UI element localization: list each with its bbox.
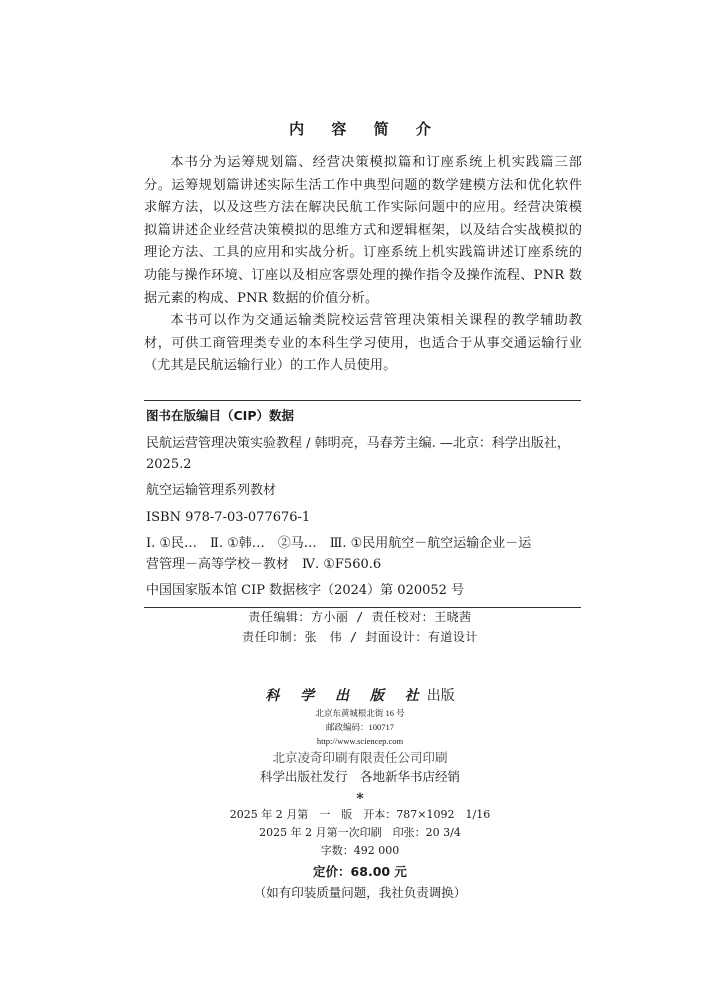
distribution-line: 科学出版社发行 各地新华书店经销 [259, 769, 460, 784]
publisher-address: 北京东黄城根北街 16 号 [315, 708, 405, 718]
publisher-name [0, 686, 720, 706]
publisher-block [0, 686, 720, 904]
printing-line: 2025 年 2 月第一次印刷 印张：20 3/4 [259, 826, 461, 839]
page-title: 内 容 简 介 [289, 120, 442, 138]
cip-year-line: 2025.2 [146, 456, 192, 472]
cip-series: 航空运输管理系列教材 [146, 483, 277, 498]
summary-paragraph-1: 本书分为运筹规划篇、经营决策模拟篇和订座系统上机实践篇三部分。运筹规划篇讲述实际生活工作中典型问题的数学建模方法和优化软件求解方法，以及这些方法在解决民航工作实际问题中的应用。经营决策模拟篇讲述企业经营决策模拟的思维方式和逻辑框架，以及结合实战模拟的理论方法、工具的应用和实战分析。订座系统上机实践篇讲述订座系统的功能与操作环境、订座以及相应客票处理的操作指令及操作流程、PNR 数据元素的构成、PNR 数据的价值分析。 [144, 155, 582, 306]
content-summary [144, 152, 582, 378]
cip-title-line: 民航运营管理决策实验教程 / 韩明亮，马春芳主编. —北京：科学出版社， [146, 436, 570, 451]
publisher-website: http://www.sciencep.com [316, 736, 404, 746]
editors-line-1: 责任编辑：方小丽 / 责任校对：王晓茜 [248, 610, 472, 624]
separator-asterisk: * [356, 791, 364, 807]
responsible-editors [0, 607, 720, 647]
cip-record-number: 中国国家版本馆 CIP 数据核字（2024）第 020052 号 [146, 583, 465, 598]
word-count: 字数：492 000 [320, 844, 400, 857]
publisher-logo-text: 科 学 出 版 社 [265, 688, 427, 704]
price: 定价：68.00 元 [313, 864, 407, 879]
cip-classification-1: Ⅰ. ①民… Ⅱ. ①韩… ②马… Ⅲ. ①民用航空－航空运输企业－运 [146, 536, 532, 551]
cip-classification-2: 营管理－高等学校－教材 Ⅳ. ①F560.6 [146, 556, 382, 572]
publisher-postcode: 邮政编码：100717 [325, 722, 394, 732]
editors-line-2: 责任印制：张 伟 / 封面设计：有道设计 [242, 630, 478, 644]
edition-line: 2025 年 2 月第 一 版 开本：787×1092 1/16 [229, 808, 491, 821]
cip-heading: 图书在版编目（CIP）数据 [146, 408, 294, 423]
publisher-name-suffix: 出版 [426, 688, 455, 704]
cip-top-rule [144, 400, 581, 401]
printer-line: 北京凌奇印刷有限责任公司印刷 [272, 750, 448, 765]
cip-block [144, 400, 581, 608]
quality-notice: （如有印装质量问题，我社负责调换） [253, 885, 467, 900]
cip-isbn: ISBN 978-7-03-077676-1 [146, 509, 311, 525]
summary-paragraph-2: 本书可以作为交通运输类院校运营管理决策相关课程的教学辅助教材，可供工商管理类专业的本科生学习使用，也适合于从事交通运输行业（尤其是民航运输行业）的工作人员使用。 [144, 313, 582, 374]
